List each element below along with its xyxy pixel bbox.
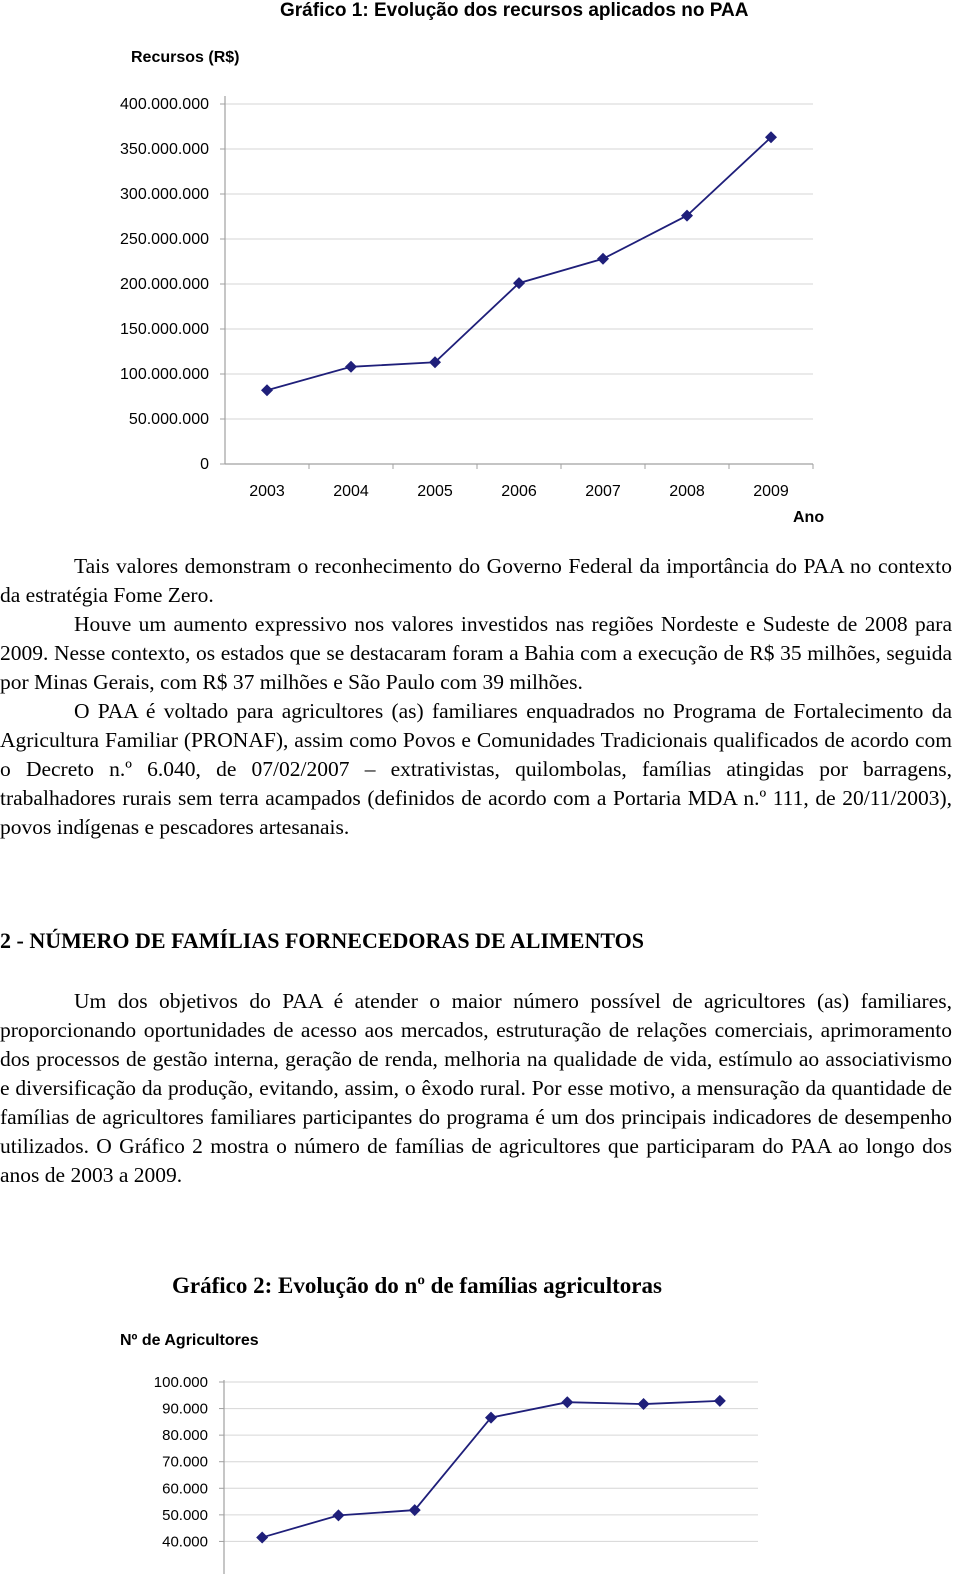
x-tick-label: 2005 (417, 483, 453, 500)
chart2-title: Gráfico 2: Evolução do nº de famílias agricultoras (172, 1273, 662, 1298)
y-tick-label: 70.000 (162, 1453, 208, 1471)
section-heading: 2 - NÚMERO DE FAMÍLIAS FORNECEDORAS DE ALIMENTOS (0, 928, 644, 953)
paragraph-2: Houve um aumento expressivo nos valores investidos nas regiões Nordeste e Sudeste de 2008 para 2009. Nesse contexto, os estados que se destacaram foram a Bahia com a execução de R$ 35 milhões, seguida por Minas Gerais, com R$ 37 milhões e São Paulo com 39 milhões. (0, 612, 952, 694)
x-tick-label: 2007 (585, 483, 621, 500)
chart1-y-axis-title: Recursos (R$) (131, 49, 240, 66)
y-tick-label: 250.000.000 (120, 231, 209, 248)
data-point-marker (332, 1509, 344, 1521)
x-tick-label: 2009 (753, 483, 789, 500)
y-tick-label: 100.000.000 (120, 366, 209, 383)
y-tick-label: 400.000.000 (120, 96, 209, 113)
data-point-marker (561, 1396, 573, 1408)
data-point-marker (714, 1395, 726, 1407)
x-tick-label: 2003 (249, 483, 285, 500)
x-tick-label: 2006 (501, 483, 537, 500)
chart1-x-axis-title: Ano (793, 509, 825, 526)
paragraph-4: Um dos objetivos do PAA é atender o maior número possível de agricultores (as) familiares, proporcionando oportunidades de acesso aos mercados, estruturação de relações comerciais, aprimoramento dos processos de gestão interna, geração de renda, melhoria na qualidade de vida, estímulo ao associativismo e diversificação da produção, evitando, assim, o êxodo rural. Por esse motivo, a mensuração da quantidade de famílias de agricultores familiares participantes do programa é um dos principais indicadores de desempenho utilizados. O Gráfico 2 mostra o número de famílias de agricultores que participaram do PAA ao longo dos anos de 2003 a 2009. (0, 989, 952, 1187)
x-tick-label: 2008 (669, 483, 705, 500)
y-tick-label: 350.000.000 (120, 141, 209, 158)
paragraph-1: Tais valores demonstram o reconhecimento do Governo Federal da importância do PAA no contexto da estratégia Fome Zero. (0, 554, 952, 607)
x-tick-label: 2004 (333, 483, 369, 500)
y-tick-label: 150.000.000 (120, 321, 209, 338)
y-tick-label: 50.000 (162, 1506, 208, 1524)
y-tick-label: 80.000 (162, 1427, 208, 1445)
y-tick-label: 60.000 (162, 1480, 208, 1498)
y-tick-label: 100.000 (153, 1374, 208, 1391)
paragraph-3: O PAA é voltado para agricultores (as) familiares enquadrados no Programa de Fortalecimento da Agricultura Familiar (PRONAF), assim como Povos e Comunidades Tradicionais qualificados de acordo com o Decreto n.º 6.040, de 07/02/2007 – extrativistas, quilombolas, famílias atingidas por barragens, trabalhadores rurais sem terra acampados (definidos de acordo com a Portaria MDA n.º 111, de 20/11/2003), povos indígenas e pescadores artesanais. (0, 699, 952, 839)
chart1-title: Gráfico 1: Evolução dos recursos aplicados no PAA (280, 0, 749, 21)
y-tick-label: 50.000.000 (128, 411, 209, 428)
y-tick-label: 300.000.000 (120, 186, 209, 203)
y-tick-label: 0 (200, 456, 209, 473)
y-tick-label: 90.000 (162, 1400, 208, 1418)
y-tick-label: 40.000 (162, 1533, 208, 1551)
chart2-y-axis-title: Nº de Agricultores (120, 1332, 259, 1349)
y-tick-label: 200.000.000 (120, 276, 209, 293)
